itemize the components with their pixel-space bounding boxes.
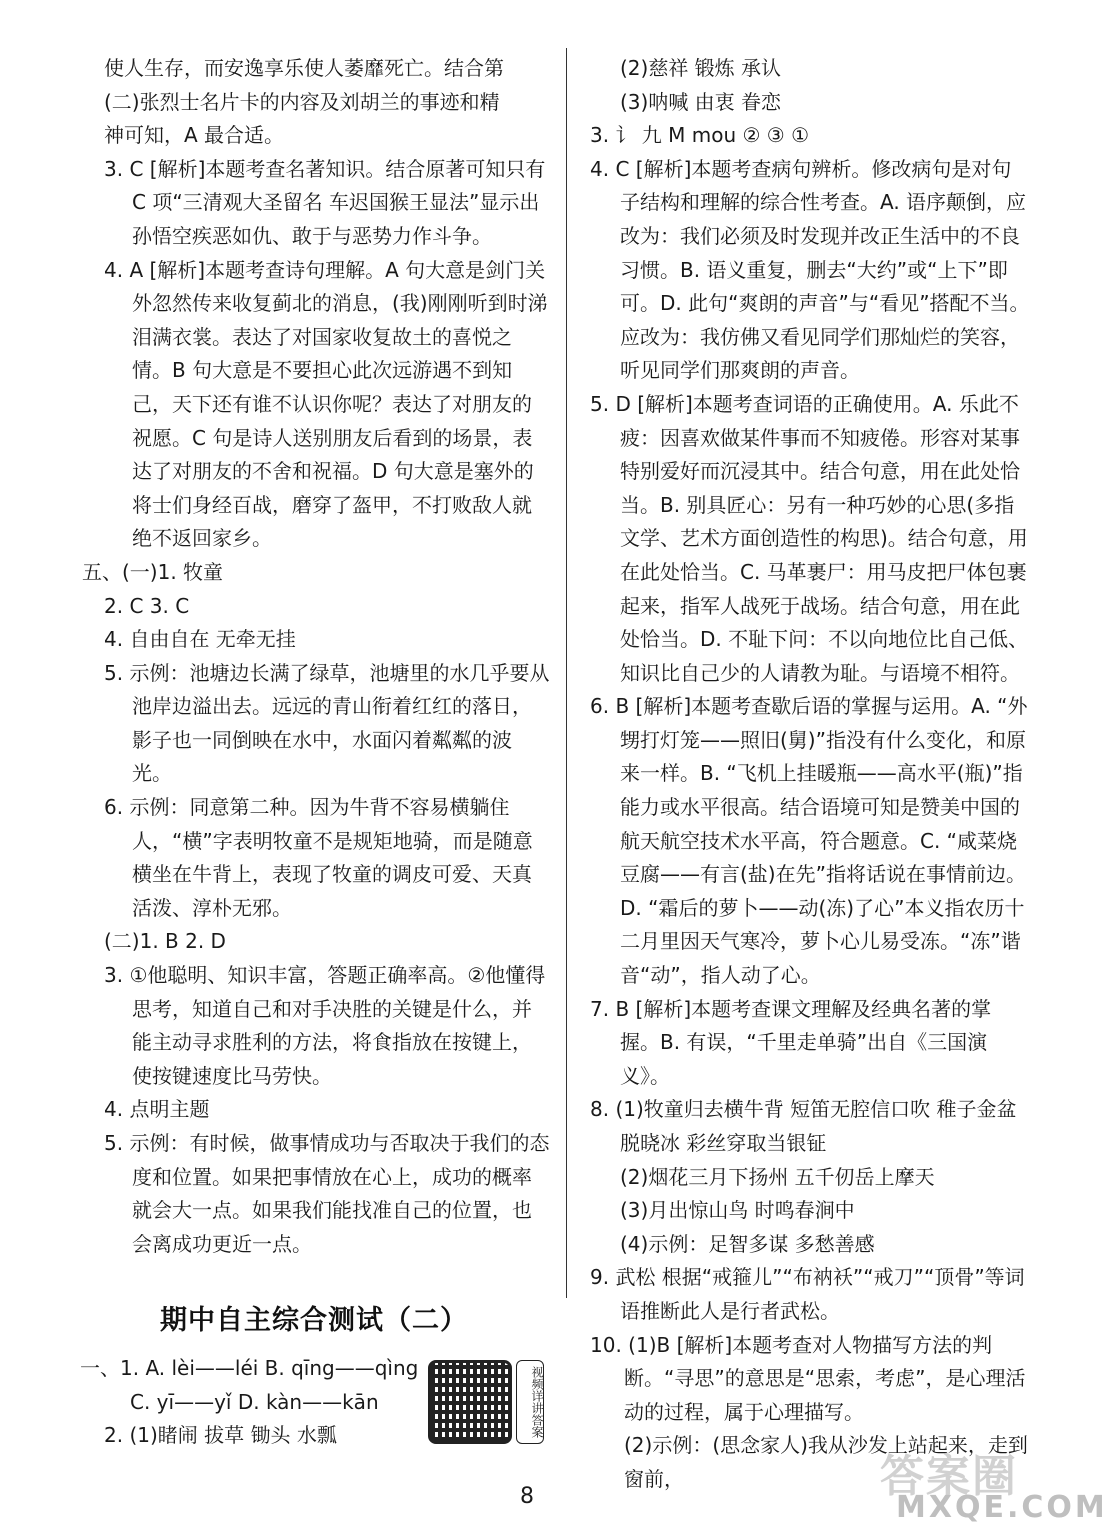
left-column [80, 52, 550, 1261]
section-title: 期中自主综合测试（二） [160, 1305, 468, 1336]
answer-line: 3. 讠 九 M mou ② ③ ① [590, 123, 810, 148]
watermark-url: MXQE.COM [896, 1490, 1108, 1525]
answer-line: 7. B [解析]本题考查课文理解及经典名著的掌握。B. 有误，“千里走单骑”出自《三国演义》。 [590, 996, 992, 1088]
answer-line: 3. ①他聪明、知识丰富，答题正确率高。②他懂得思考，知道自己和对手决胜的关键是什么，并能主动寻求胜利的方法，将食指放在按键上，使按键速度比马劳快。 [104, 963, 546, 1088]
column-divider [566, 48, 567, 1298]
answer-line: 5. D [解析]本题考查词语的正确使用。A. 乐此不疲：因喜欢做某件事而不知疲倦。形容对某事特别爱好而沉浸其中。结合句意，用在此处恰当。B. 别具匠心：另有一种巧妙的心思(多指文学、艺术方面创造性的构思)。结合句意，用在此处恰当。C. 马革裹尸：用马皮把尸体包裹起来，指军人战死于战场。结合句意，用在此处恰当。D. 不耻下问：不以向地位比自己低、知识比自己少的人请教为耻。与语境不相符。 [590, 391, 1029, 685]
bottom-left-answers [80, 1352, 420, 1453]
answer-line: 3. C [解析]本题考查名著知识。结合原著可知只有 C 项“三清观大圣留名 车迟国猴王显法”显示出孙悟空疾恶如仇、敢于与恶势力作斗争。 [104, 156, 546, 248]
answer-line: 8. (1)牧童归去横牛背 短笛无腔信口吹 稚子金盆脱晓冰 彩丝穿取当银钲 [590, 1097, 1017, 1155]
answer-line: 9. 武松 根据“戒箍儿”“布衲袄”“戒刀”“顶骨”等词语推断此人是行者武松。 [590, 1265, 1025, 1323]
answer-line: (2)示例：(思念家人)我从沙发上站起来，走到窗前， [624, 1433, 1028, 1491]
answer-line: 2. (1)睹闹 拔草 锄头 水瓢 [104, 1423, 337, 1448]
qr-code[interactable] [428, 1360, 512, 1444]
page-number: 8 [520, 1484, 534, 1509]
answer-line: 2. C 3. C [104, 593, 190, 618]
answer-line: (二)1. B 2. D [104, 929, 226, 954]
qr-label: 视频详讲答案 [516, 1360, 544, 1444]
answer-line: (二)张烈士名片卡的内容及刘胡兰的事迹和精 [104, 89, 500, 114]
answer-line: (3)呐喊 由衷 眷恋 [620, 89, 782, 114]
answer-line: 五、(一)1. 牧童 [82, 559, 224, 584]
answer-line: 4. C [解析]本题考查病句辨析。修改病句是对句子结构和理解的综合性考查。A. 语序颠倒，应改为：我们必须及时发现并改正生活中的不良习惯。B. 语义重复，删去“大约”或“上下”即可。D. 此句“爽朗的声音”与“看见”搭配不当。应改为：我仿佛又看见同学们那灿烂的笑容，听见同学们那爽朗的声音。 [590, 156, 1030, 383]
answer-line: 使人生存，而安逸享乐使人萎靡死亡。结合第 [104, 56, 504, 80]
answer-line: 10. (1)B [解析]本题考查对人物描写方法的判断。“寻思”的意思是“思索，考虑”，是心理活动的过程，属于心理描写。 [590, 1332, 1026, 1424]
answer-line: 6. B [解析]本题考查歇后语的掌握与运用。A. “外甥打灯笼——照旧(舅)”指没有什么变化，和原来一样。B. “飞机上挂暖瓶——高水平(瓶)”指能力或水平很高。结合语境可知是赞美中国的航天航空技术水平高，符合题意。C. “咸菜烧豆腐——有言(盐)在先”指将话说在事情前边。D. “霜后的萝卜——动(冻)了心”本义指农历十二月里因天气寒冷，萝卜心儿易受冻。“冻”谐音“动”，指人动了心。 [590, 694, 1028, 988]
answer-line: (2)慈祥 锻炼 承认 [620, 56, 782, 80]
answer-line: (2)烟花三月下扬州 五千仞岳上摩天 [620, 1164, 935, 1189]
right-column [590, 52, 1030, 1497]
watermark-logo: 答案圈 [880, 1451, 1018, 1502]
answer-line: 一、1. A. lèi——léi B. qīng——qìng [80, 1356, 419, 1380]
answer-line: C. yī——yǐ D. kàn——kān [130, 1389, 379, 1414]
answer-line: 5. 示例：池塘边长满了绿草，池塘里的水几乎要从池岸边溢出去。远远的青山衔着红红的落日，影子也一同倒映在水中，水面闪着粼粼的波光。 [104, 660, 550, 786]
answer-line: 神可知，A 最合适。 [104, 123, 285, 148]
answer-line: 4. A [解析]本题考查诗句理解。A 句大意是剑门关外忽然传来收复蓟北的消息，(我)刚刚听到时涕泪满衣裳。表达了对国家收复故土的喜悦之情。B 句大意是不要担心此次远游遇不到知己，天下还有谁不认识你呢？表达了对朋友的祝愿。C 句是诗人送别朋友后看到的场景，表达了对朋友的不舍和祝福。D 句大意是塞外的将士们身经百战，磨穿了盔甲，不打败敌人就绝不返回家乡。 [104, 257, 548, 551]
answer-line: 6. 示例：同意第二种。因为牛背不容易横躺住人，“横”字表明牧童不是规矩地骑，而是随意横坐在牛背上，表现了牧童的调皮可爱、天真活泼、淳朴无邪。 [104, 795, 533, 920]
answer-line: (3)月出惊山鸟 时鸣春涧中 [620, 1198, 855, 1223]
answer-line: 4. 自由自在 无牵无挂 [104, 627, 296, 652]
answer-line: (4)示例：足智多谋 多愁善感 [620, 1231, 875, 1256]
answer-line: 4. 点明主题 [104, 1097, 210, 1122]
answer-line: 5. 示例：有时候，做事情成功与否取决于我们的态度和位置。如果把事情放在心上，成功的概率就会大一点。如果我们能找准自己的位置，也会离成功更近一点。 [104, 1131, 550, 1256]
